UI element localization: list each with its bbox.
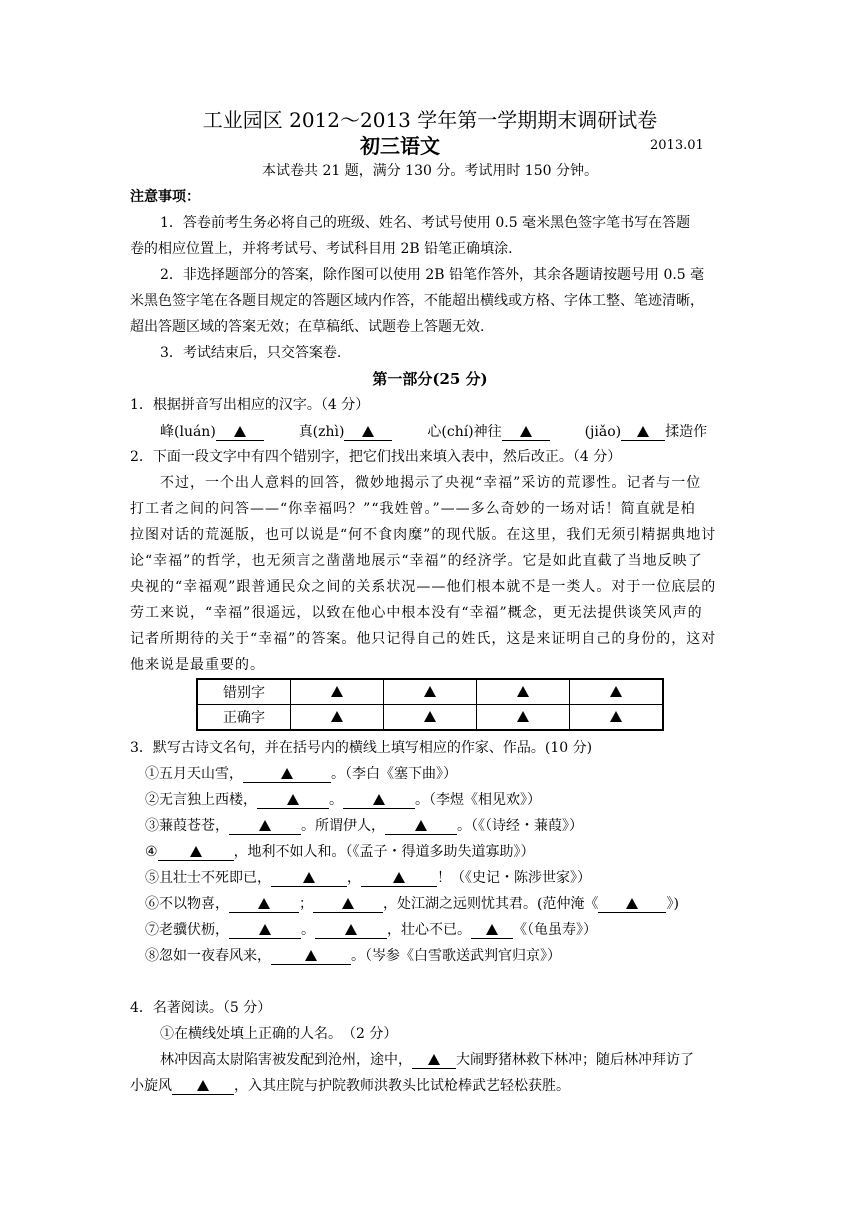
table-row xyxy=(197,705,663,731)
triangle-icon xyxy=(287,794,299,805)
q3-text: 《（龟虽寿》） xyxy=(513,922,597,938)
notice-item-2b: 米黑色签字笔在各题目规定的答题区域内作答，不能超出横线或方格、字体工整、笔迹清晰， xyxy=(130,293,704,309)
notice-item-3: 3．考试结束后，只交答案卷. xyxy=(160,345,342,361)
q3-line-5 xyxy=(145,868,591,888)
triangle-icon xyxy=(415,820,427,831)
q4-text: 大闹野猪林救下林冲；随后林冲拜访了 xyxy=(456,1052,694,1068)
q4-text: 小旋风 xyxy=(130,1078,172,1094)
answer-blank[interactable] xyxy=(229,818,301,835)
triangle-icon xyxy=(345,924,357,935)
answer-cell[interactable] xyxy=(291,705,384,731)
q3-line-3 xyxy=(145,816,583,836)
triangle-icon xyxy=(259,924,271,935)
q3-text: 。所谓伊人， xyxy=(301,818,385,834)
q2-passage-line: 拉图对话的荒涎版，也可以说是“何不食肉糜”的现代版。在这里，我们无须引精据典地讨 xyxy=(130,527,717,543)
triangle-icon xyxy=(303,872,315,883)
q3-text: ； xyxy=(299,896,313,912)
triangle-icon xyxy=(520,426,532,437)
answer-blank[interactable] xyxy=(271,870,347,887)
triangle-icon xyxy=(637,426,649,437)
q3-text: 。 xyxy=(329,792,343,808)
notice-heading: 注意事项： xyxy=(130,189,200,205)
answer-blank[interactable] xyxy=(271,948,351,965)
q3-text: 。（李煜《相见欢》） xyxy=(415,792,541,808)
answer-cell[interactable] xyxy=(384,705,477,731)
triangle-icon xyxy=(610,711,622,722)
q3-text: ， xyxy=(347,870,361,886)
notice-item-1b: 卷的相应位置上，并将考试号、考试科目用 2B 铅笔正确填涂. xyxy=(130,241,513,257)
triangle-icon xyxy=(190,846,202,857)
answer-blank[interactable] xyxy=(257,792,329,809)
notice-item-2a: 2．非选择题部分的答案，除作图可以使用 2B 铅笔作答外，其余各题请按题号用 0.5 毫 xyxy=(160,267,705,283)
answer-cell[interactable] xyxy=(477,679,570,705)
triangle-icon xyxy=(486,924,498,935)
answer-blank[interactable] xyxy=(343,792,415,809)
q3-text: ⑥不以物喜， xyxy=(145,896,229,912)
notice-item-1a: 1．答卷前考生务必将自己的班级、姓名、考试号使用 0.5 毫米黑色签字笔书写在答题 xyxy=(160,215,691,231)
q2-passage-line: 论“幸福”的哲学，也无须言之凿凿地展示“幸福”的经济学。它是如此直截了当地反映了 xyxy=(130,553,703,569)
q4-stem: 4．名著阅读。（5 分） xyxy=(130,1000,272,1016)
answer-blank[interactable] xyxy=(313,896,383,913)
triangle-icon xyxy=(362,426,374,437)
q1-word-4-tail: 揉造作 xyxy=(665,424,708,440)
q4-sub1: ①在横线处填上正确的人名。 （2 分） xyxy=(160,1026,398,1042)
triangle-icon xyxy=(234,426,246,437)
triangle-icon xyxy=(373,794,385,805)
answer-blank[interactable] xyxy=(502,424,550,441)
q4-text: ，入其庄院与护院教师洪教头比试枪棒武艺轻松获胜。 xyxy=(234,1078,570,1094)
q2-passage-line: 他来说是最重要的。 xyxy=(130,657,265,673)
q3-text: ⑤且壮士不死即已， xyxy=(145,870,271,886)
q2-passage-line: 记者所期待的关于“幸福”的答案。他只记得自己的姓氏，这是来证明自己的身份的，这对 xyxy=(130,631,717,647)
q3-text: ，处江湖之远则忧其君。(范仲淹《 xyxy=(383,896,599,912)
triangle-icon xyxy=(281,768,293,779)
answer-blank[interactable] xyxy=(315,922,387,939)
answer-blank[interactable] xyxy=(229,896,299,913)
q3-text: 》) xyxy=(666,896,679,912)
table-row xyxy=(197,679,663,705)
triangle-icon xyxy=(428,1054,440,1065)
triangle-icon xyxy=(331,686,343,697)
q2-passage-line: 不过，一个出人意料的回答，微妙地揭示了央视“幸福”采访的荒谬性。记者与一位 xyxy=(160,475,702,491)
q3-text: ⑧忽如一夜春风来， xyxy=(145,948,271,964)
q1-items xyxy=(160,422,707,442)
triangle-icon xyxy=(259,820,271,831)
notice-item-2c: 超出答题区域的答案无效；在草稿纸、试题卷上答题无效. xyxy=(130,319,485,335)
answer-cell[interactable] xyxy=(384,679,477,705)
q3-text: ④ xyxy=(145,844,158,860)
q4-text-line-2 xyxy=(130,1076,570,1096)
q1-stem: 1．根据拼音写出相应的汉字。（4 分） xyxy=(130,397,370,413)
triangle-icon xyxy=(626,898,638,909)
q3-line-4 xyxy=(145,842,535,862)
exam-subject: 初三语文 xyxy=(360,134,440,158)
part1-heading: 第一部分(25 分) xyxy=(372,370,488,388)
triangle-icon xyxy=(517,711,529,722)
triangle-icon xyxy=(331,711,343,722)
exam-summary: 本试卷共 21 题，满分 130 分。考试用时 150 分钟。 xyxy=(262,163,598,179)
triangle-icon xyxy=(424,686,436,697)
q1-word-4: (jiǎo) xyxy=(584,424,622,440)
q3-text: ，壮心不已。 xyxy=(387,922,471,938)
answer-blank[interactable] xyxy=(361,870,437,887)
answer-blank[interactable] xyxy=(229,922,301,939)
q1-word-3: 心(chí)神往 xyxy=(427,424,502,440)
error-correction-table xyxy=(196,678,664,731)
triangle-icon xyxy=(258,898,270,909)
exam-date: 2013.01 xyxy=(650,138,704,153)
q2-stem: 2．下面一段文字中有四个错别字，把它们找出来填入表中，然后改正。（4 分） xyxy=(130,449,622,465)
q2-passage-line: 劳工来说，“幸福”很遥远，以致在他心中根本没有“幸福”概念，更无法提供谈笑风声的 xyxy=(130,605,703,621)
triangle-icon xyxy=(342,898,354,909)
q4-text: 林冲因高太尉陷害被发配到沧州，途中， xyxy=(160,1052,412,1068)
q3-stem: 3．默写古诗文名句，并在括号内的横线上填写相应的作家、作品。(10 分) xyxy=(130,740,593,756)
table-row-label: 错别字 xyxy=(197,679,291,705)
answer-blank[interactable] xyxy=(598,896,666,913)
answer-cell[interactable] xyxy=(570,705,664,731)
q2-passage-line: 央视的“幸福观”跟普通民众之间的关系状况——他们根本就不是一类人。对于一位底层的 xyxy=(130,579,717,595)
q3-text: 。（李白《塞下曲》） xyxy=(331,766,457,782)
q1-word-2: 真(zhì) xyxy=(298,424,345,440)
triangle-icon xyxy=(393,872,405,883)
triangle-icon xyxy=(305,950,317,961)
q4-text-line-1 xyxy=(160,1050,694,1070)
triangle-icon xyxy=(517,686,529,697)
answer-cell[interactable] xyxy=(291,679,384,705)
triangle-icon xyxy=(197,1080,209,1091)
q3-line-7 xyxy=(145,920,597,940)
exam-title: 工业园区 2012～2013 学年第一学期期末调研试卷 xyxy=(202,108,658,132)
triangle-icon xyxy=(610,686,622,697)
q3-text: ，地利不如人和。（《孟子・得道多助失道寡助》） xyxy=(233,844,535,860)
answer-blank[interactable] xyxy=(243,766,331,783)
answer-blank[interactable] xyxy=(621,424,665,441)
answer-cell[interactable] xyxy=(477,705,570,731)
q3-text: ⑦老骥伏枥， xyxy=(145,922,229,938)
answer-cell[interactable] xyxy=(570,679,664,705)
q3-line-2 xyxy=(145,790,541,810)
answer-blank[interactable] xyxy=(412,1052,456,1069)
answer-blank[interactable] xyxy=(385,818,457,835)
answer-blank[interactable] xyxy=(172,1078,234,1095)
q3-line-6 xyxy=(145,894,679,914)
answer-blank[interactable] xyxy=(471,922,513,939)
q3-text: ①五月天山雪， xyxy=(145,766,243,782)
q3-text: 。（《（诗经・蒹葭》） xyxy=(457,818,583,834)
answer-blank[interactable] xyxy=(216,424,264,441)
q3-text: ②无言独上西楼， xyxy=(145,792,257,808)
q3-line-8 xyxy=(145,946,561,966)
q3-text: ！（《史记・陈涉世家》） xyxy=(437,870,591,886)
q3-line-1 xyxy=(145,764,457,784)
table-row-label: 正确字 xyxy=(197,705,291,731)
q1-word-1: 峰(luán) xyxy=(160,424,216,440)
answer-blank[interactable] xyxy=(158,844,234,861)
triangle-icon xyxy=(424,711,436,722)
q2-passage-line: 打工者之间的问答——“你幸福吗？”“我姓曾。”——多么奇妙的一场对话！简直就是柏 xyxy=(130,501,696,517)
q3-text: 。 xyxy=(301,922,315,938)
q3-text: 。（岑参《白雪歌送武判官归京》） xyxy=(351,948,561,964)
answer-blank[interactable] xyxy=(344,424,392,441)
q3-text: ③蒹葭苍苍， xyxy=(145,818,229,834)
